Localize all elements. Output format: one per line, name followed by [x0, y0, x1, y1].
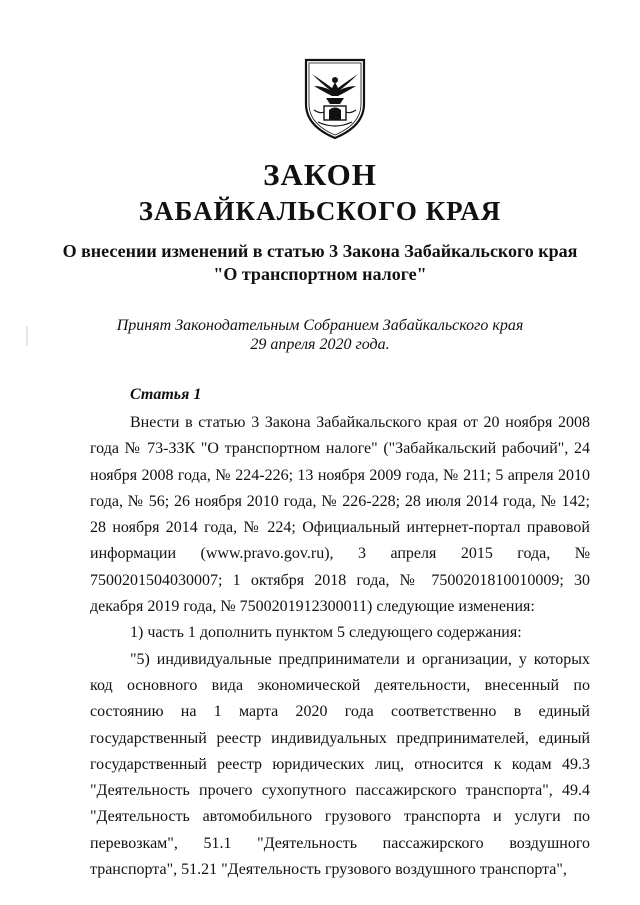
scan-artifact — [26, 326, 28, 346]
article-body — [90, 410, 590, 883]
law-title: ЗАКОН — [263, 157, 377, 192]
law-subtitle — [60, 240, 580, 286]
law-region-title: ЗАБАЙКАЛЬСКОГО КРАЯ — [138, 196, 502, 226]
paragraph-intro: Внести в статью 3 Закона Забайкальского края от 20 ноября 2008 года № 73-ЗЗК "О транспортном налоге" ("Забайкальский рабочий", 24 ноября 2008 года, № 224-226; 13 ноября 2009 года, № 211; 5 апреля 2010 года, № 56; 26 ноября 2010 года, № 226-228; 28 июля 2014 года, № 142; 28 ноября 2014 года, № 224; Официальный интернет-портал правовой информации (www.pravo.gov.ru), 3 апреля 2015 года, № 7500201504030007; 1 октября 2018 года, № 7500201810010009; 30 декабря 2019 года, № 7500201912300011) следующие изменения: — [90, 414, 590, 616]
subtitle-line-2: "О транспортном налоге" — [213, 264, 427, 284]
paragraph-point-1: 1) часть 1 дополнить пунктом 5 следующего содержания: — [130, 624, 522, 642]
coat-of-arms-icon — [300, 56, 370, 140]
subtitle-line-1: О внесении изменений в статью 3 Закона Забайкальского края — [62, 241, 578, 261]
adoption-body: Принят Законодательным Собранием Забайкальского края — [116, 317, 524, 334]
adoption-date: 29 апреля 2020 года. — [250, 336, 390, 353]
article-heading: Статья 1 — [130, 386, 202, 403]
paragraph-point-5: "5) индивидуальные предприниматели и организации, у которых код основного вида экономической деятельности, внесенный по состоянию на 1 марта 2020 года соответственно в единый государственный реестр индивидуальных предпринимателей, единый государственный реестр юридических лиц, относится к кодам 49.3 "Деятельность прочего сухопутного пассажирского транспорта", 49.4 "Деятельность автомобильного грузового транспорта и услуги по перевозкам", 51.1 "Деятельность пассажирского воздушного транспорта", 51.21 "Деятельность грузового воздушного транспорта", — [90, 650, 590, 879]
adoption-note — [60, 316, 580, 354]
